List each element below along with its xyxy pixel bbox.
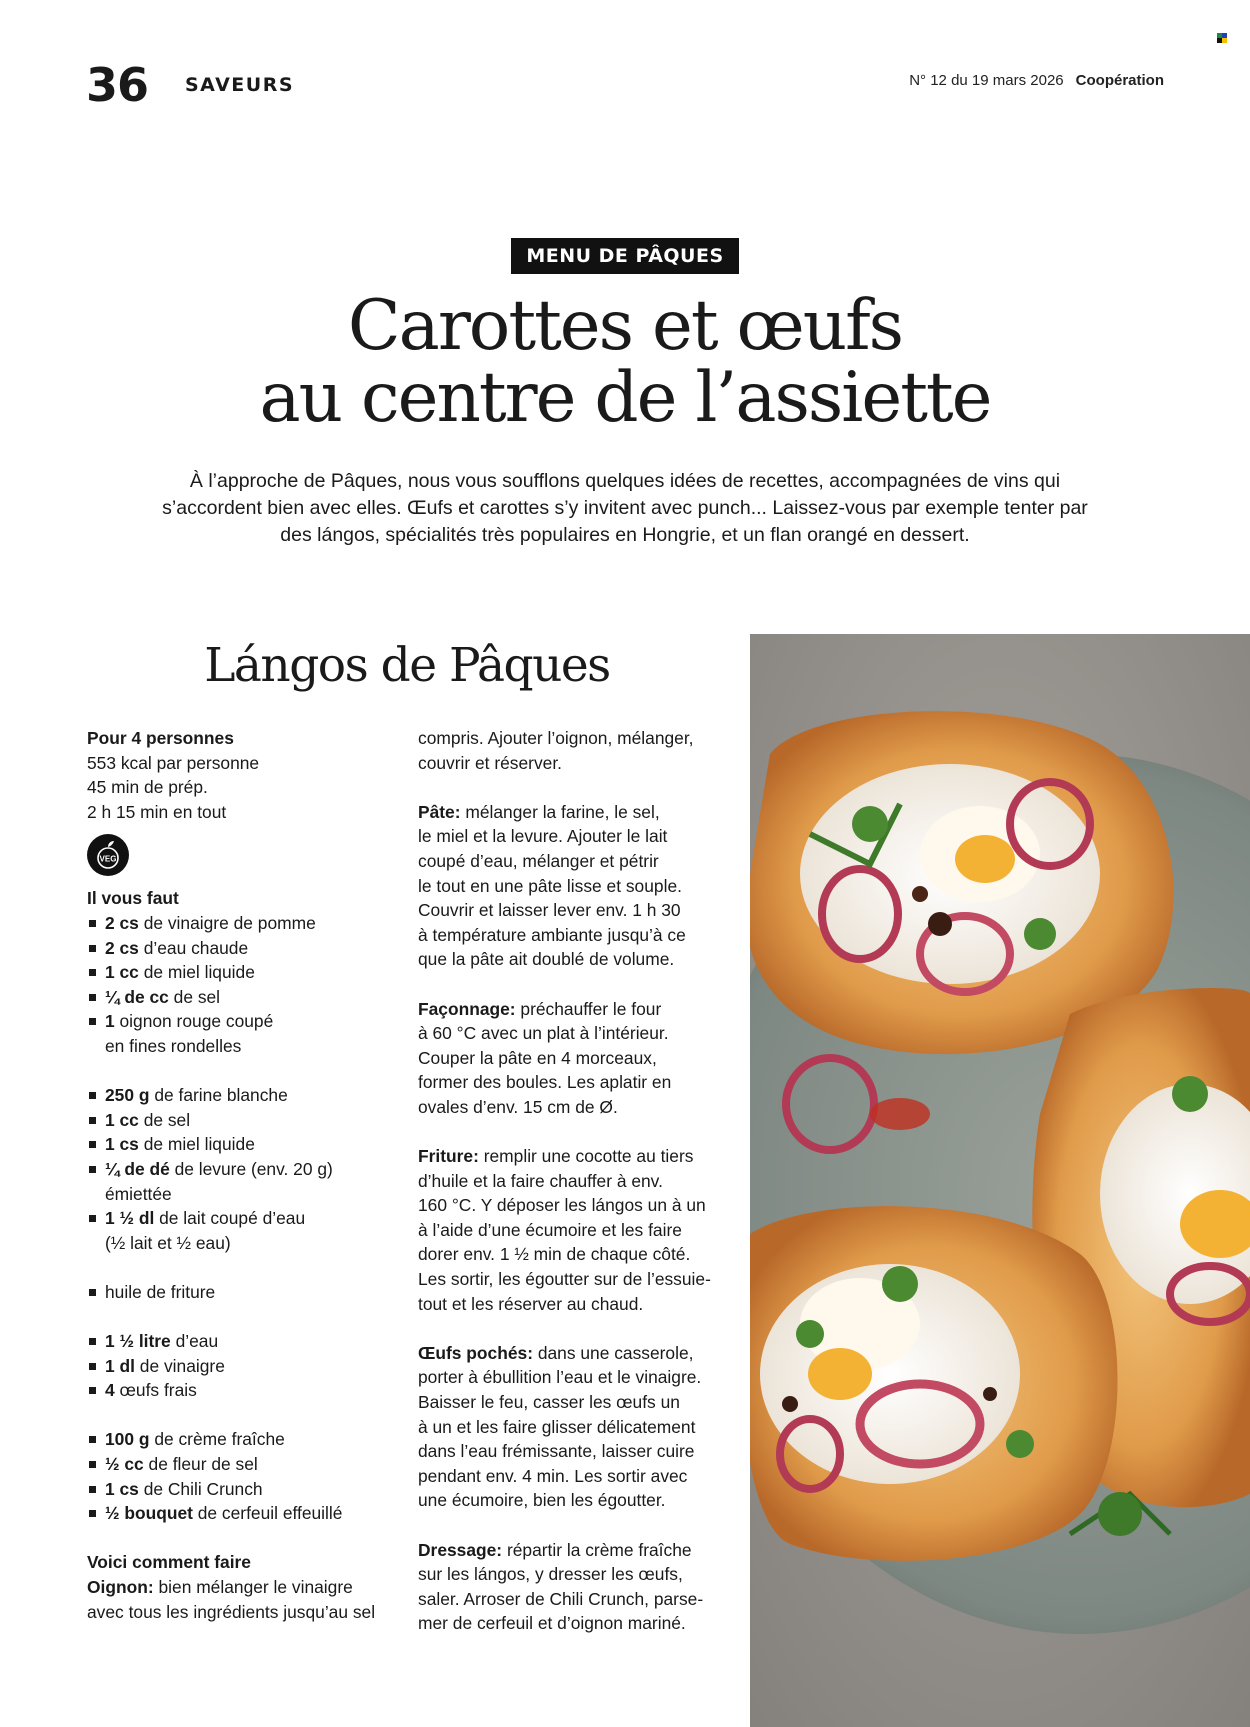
prep-time: 45 min de prép.: [87, 777, 208, 798]
ingredient-text: oignon rouge coupé: [114, 1011, 274, 1032]
intro-paragraph: À l’approche de Pâques, nous vous soufflons quelques idées de recettes, accompagnées de vins qui s’accordent bien avec elles. Œufs et carottes s’y invitent avec punch... Laissez-vous par exemple tenter par des lángos, spécialités très populaires en Hongrie, et un flan orangé en dessert.: [162, 470, 1088, 546]
menu-badge: MENU DE PÂQUES: [511, 238, 739, 274]
ingredient-text: de miel liquide: [138, 962, 255, 983]
ingredient-qty: 1 cs: [105, 1134, 139, 1155]
step-text-line: coupé d’eau, mélanger et pétrir: [418, 850, 659, 871]
step-label: Friture:: [418, 1146, 479, 1167]
step-text-line: sur les lángos, y dresser les œufs,: [418, 1564, 683, 1585]
step-text-line: tout et les réserver au chaud.: [418, 1293, 644, 1314]
step-text-line: une écumoire, bien les égoutter.: [418, 1490, 666, 1511]
ingredient-qty: 1 cc: [105, 1109, 139, 1130]
ingredient-item: [87, 911, 405, 936]
step-text-line: Couvrir et laisser lever env. 1 h 30: [418, 900, 681, 921]
step-first-line: [418, 1538, 740, 1563]
step-text-line: à température ambiante jusqu’à ce: [418, 924, 686, 945]
step-text: préchauffer le four: [515, 998, 662, 1019]
step-text-line: couvrir et réserver.: [418, 752, 562, 773]
step-text-line: 160 °C. Y déposer les lángos un à un: [418, 1195, 706, 1216]
ingredient-continuation: (½ lait et ½ eau): [105, 1232, 231, 1253]
step-label: Façonnage:: [418, 998, 516, 1019]
ingredient-item: [87, 1157, 405, 1182]
step-first-line: [418, 1144, 740, 1169]
ingredient-item: [87, 1354, 405, 1379]
ingredient-item: [87, 985, 405, 1010]
step-text-line: mer de cerfeuil et d’oignon mariné.: [418, 1613, 686, 1634]
step-label: Dressage:: [418, 1539, 503, 1560]
kcal: 553 kcal par personne: [87, 752, 260, 773]
ingredient-item: [87, 1452, 405, 1477]
ingredient-qty: 1 dl: [105, 1355, 135, 1376]
ingredient-item: [87, 936, 405, 961]
step-text-line: à un et les faire glisser délicatement: [418, 1416, 696, 1437]
headline: [0, 286, 1250, 438]
ingredient-qty: 4: [105, 1380, 115, 1401]
step-first-line: [418, 800, 740, 825]
ingredient-text: de Chili Crunch: [138, 1478, 263, 1499]
ingredient-text: de sel: [168, 986, 221, 1007]
step-text-line: à 60 °C avec un plat à l’intérieur.: [418, 1023, 669, 1044]
ingredient-qty: ¼ de cc: [105, 986, 169, 1007]
step-text-line: le miel et la levure. Ajouter le lait: [418, 826, 668, 847]
issue-info: [909, 72, 1164, 89]
ingredient-continuation: en fines rondelles: [105, 1035, 242, 1056]
ingredient-text: de crème fraîche: [149, 1429, 285, 1450]
step-text-line: ovales d’env. 15 cm de Ø.: [418, 1096, 618, 1117]
ingredient-text: de lait coupé d’eau: [154, 1208, 306, 1229]
ingredient-text: d’eau: [170, 1331, 219, 1352]
step-text-line: le tout en une pâte lisse et souple.: [418, 875, 682, 896]
ingredient-qty: ½ cc: [105, 1454, 144, 1475]
headline-line-1: Carottes et œufs: [347, 286, 903, 366]
recipe-photo: [750, 634, 1250, 1727]
ingredient-text: de farine blanche: [149, 1085, 288, 1106]
ingredient-item: [87, 1329, 405, 1354]
ingredient-qty: 250 g: [105, 1085, 150, 1106]
ingredient-continuation: émiettée: [105, 1183, 172, 1204]
section-title: SAVEURS: [185, 74, 295, 96]
ingredient-item: [87, 1280, 405, 1305]
total-time: 2 h 15 min en tout: [87, 801, 227, 822]
ingredient-item: [87, 1427, 405, 1452]
ingredient-text: de vinaigre de pomme: [138, 912, 316, 933]
step-label: Oignon:: [87, 1577, 154, 1597]
step-label: Œufs pochés:: [418, 1342, 533, 1363]
step-text-line: d’huile et la faire chauffer à env.: [418, 1170, 663, 1191]
step-first-line: [418, 1341, 740, 1366]
ingredient-text: de fleur de sel: [143, 1454, 258, 1475]
ingredient-item: [87, 1206, 405, 1231]
step-text-line: porter à ébullition l’eau et le vinaigre.: [418, 1367, 702, 1388]
ingredient-item: [87, 1108, 405, 1133]
step-text-line: à l’aide d’une écumoire et les faire: [418, 1219, 682, 1240]
step-text: mélanger la farine, le sel,: [460, 801, 660, 822]
method-heading: Voici comment faire: [87, 1552, 251, 1573]
ingredient-qty: 1 cc: [105, 962, 139, 983]
veg-label: VEG: [99, 854, 117, 864]
servings: Pour 4 personnes: [87, 728, 234, 748]
step-text-line: former des boules. Les aplatir en: [418, 1072, 672, 1093]
ingredient-qty: 1 ½ litre: [105, 1331, 171, 1352]
ingredient-item: [87, 960, 405, 985]
recipe-left-column: [87, 726, 405, 1624]
ingredient-item: [87, 1009, 405, 1034]
step-text: dans une casserole,: [532, 1342, 694, 1363]
ingredient-item: [87, 1477, 405, 1502]
color-registration-mark: [1217, 33, 1227, 43]
page-number: 36: [86, 58, 149, 112]
ingredient-qty: 1: [105, 1011, 115, 1032]
ingredient-qty: ¼ de dé: [105, 1158, 170, 1179]
ingredient-text: de sel: [138, 1109, 191, 1130]
ingredient-qty: 100 g: [105, 1429, 150, 1450]
step-label: Pâte:: [418, 801, 461, 822]
ingredient-text: huile de friture: [105, 1281, 216, 1302]
step-text-line: pendant env. 4 min. Les sortir avec: [418, 1465, 688, 1486]
ingredient-item: [87, 1501, 405, 1526]
step-oignon: Oignon: bien mélanger le vinaigre: [87, 1577, 353, 1597]
brand-name: Coopération: [1075, 72, 1164, 89]
ingredient-text: de levure (env. 20 g): [169, 1158, 333, 1179]
step-text-line: dans l’eau frémissante, laisser cuire: [418, 1441, 695, 1462]
step-text-line: dorer env. 1 ½ min de chaque côté.: [418, 1244, 691, 1265]
step-text-line: Baisser le feu, casser les œufs un: [418, 1392, 680, 1413]
step-text: remplir une cocotte au tiers: [478, 1146, 694, 1167]
recipe-title: Lángos de Pâques: [204, 638, 610, 693]
ingredient-item: [87, 1132, 405, 1157]
langos-photo: [750, 634, 1250, 1727]
step-text-line: Les sortir, les égoutter sur de l’essuie-: [418, 1269, 711, 1290]
ingredient-qty: 2 cs: [105, 937, 139, 958]
ingredient-text: de vinaigre: [134, 1355, 225, 1376]
issue-date: N° 12 du 19 mars 2026: [909, 72, 1064, 89]
ingredients-list: [87, 911, 405, 1526]
step-text: répartir la crème fraîche: [502, 1539, 692, 1560]
step-text-line: que la pâte ait doublé de volume.: [418, 949, 675, 970]
ingredient-text: d’eau chaude: [138, 937, 249, 958]
ingredient-item: [87, 1378, 405, 1403]
ingredient-text: œufs frais: [114, 1380, 197, 1401]
ingredient-item: [87, 1083, 405, 1108]
ingredient-text: de miel liquide: [138, 1134, 255, 1155]
veg-icon: [87, 834, 129, 876]
ingredient-qty: ½ bouquet: [105, 1503, 193, 1524]
headline-line-2: au centre de l’assiette: [259, 358, 991, 438]
ingredient-qty: 2 cs: [105, 912, 139, 933]
ingredient-text: de cerfeuil effeuillé: [192, 1503, 343, 1524]
step-text-line: saler. Arroser de Chili Crunch, parse-: [418, 1588, 704, 1609]
recipe-right-column: [418, 726, 740, 1636]
step-text-line: avec tous les ingrédients jusqu’au sel: [87, 1601, 376, 1622]
ingredients-heading: Il vous faut: [87, 888, 179, 909]
step-text-line: compris. Ajouter l’oignon, mélanger,: [418, 728, 694, 748]
ingredient-qty: 1 cs: [105, 1478, 139, 1499]
step-text-line: Couper la pâte en 4 morceaux,: [418, 1047, 657, 1068]
step-first-line: [418, 997, 740, 1022]
ingredient-qty: 1 ½ dl: [105, 1208, 155, 1229]
